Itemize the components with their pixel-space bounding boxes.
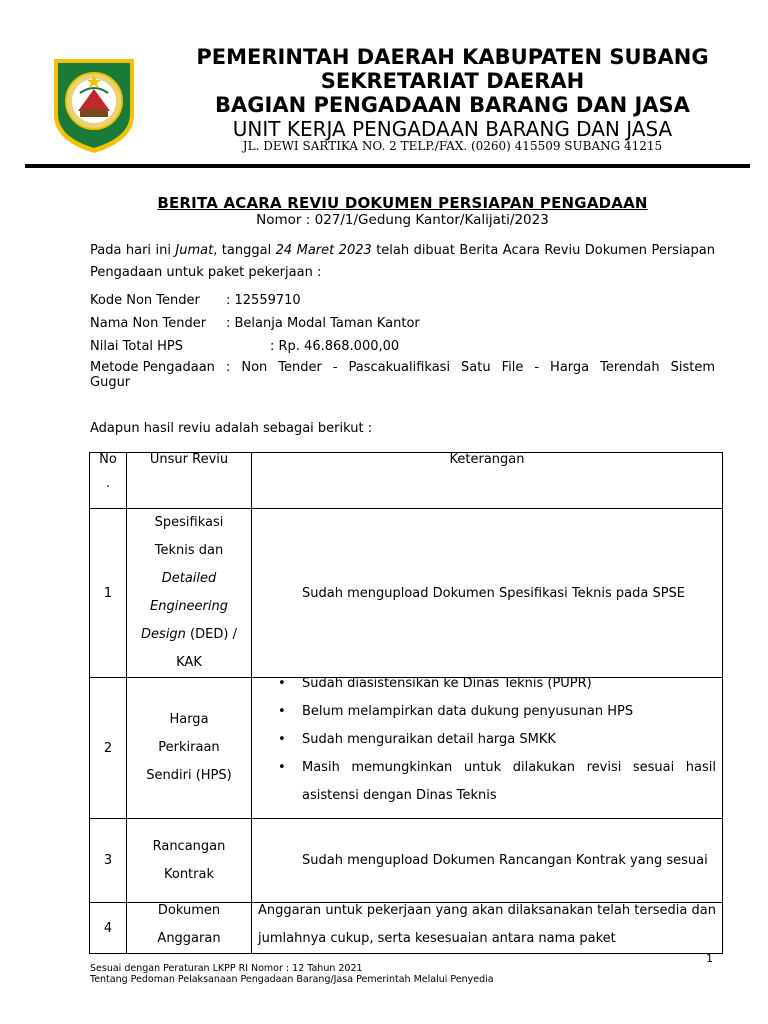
letterhead-line-2: SEKRETARIAT DAERAH xyxy=(320,69,585,93)
header-unsur-text: Unsur Reviu xyxy=(149,452,229,467)
intro-text-3: telah dibuat Berita Acara Reviu Dokumen Persiapan Pengadaan untuk paket pekerjaan : xyxy=(90,243,715,280)
list-item: • Sudah menguraikan detail harga SMKK xyxy=(302,726,716,754)
row-1-unsur-l2: Teknis dan xyxy=(154,543,224,558)
intro-day: Jumat xyxy=(175,243,214,258)
metode-value-line-2: Gugur xyxy=(90,375,131,390)
row-4-keterangan-text: Anggaran untuk pekerjaan yang akan dilaksanakan telah tersedia dan jumlahnya cukup, serta kesesuaian antara nama paket xyxy=(258,903,716,946)
header-keterangan-text: Keterangan xyxy=(449,452,525,467)
row-3-unsur-l1: Rancangan xyxy=(152,838,226,854)
row-3-keterangan: Sudah mengupload Dokumen Rancangan Kontrak yang sesuai xyxy=(252,819,723,903)
row-1-no: 1 xyxy=(90,509,127,678)
row-3-unsur-l2: Kontrak xyxy=(163,866,214,882)
row-3-no: 3 xyxy=(90,819,127,903)
row-4-unsur-l1: Dokumen xyxy=(157,903,221,918)
row-2-unsur xyxy=(127,678,252,819)
row-2-no: 2 xyxy=(90,678,127,819)
row-4-unsur xyxy=(127,903,252,954)
review-table xyxy=(89,452,723,954)
letterhead-line-3: BAGIAN PENGADAAN BARANG DAN JASA xyxy=(215,93,690,117)
letterhead-line-1: PEMERINTAH DAERAH KABUPATEN SUBANG xyxy=(196,45,709,69)
kode-value: : 12559710 xyxy=(226,293,301,308)
table-row xyxy=(90,509,723,678)
intro-date: 24 Maret 2023 xyxy=(275,243,372,258)
document-title: BERITA ACARA REVIU DOKUMEN PERSIAPAN PENGADAAN xyxy=(157,194,648,212)
footer-line-1: Sesuai dengan Peraturan LKPP RI Nomor : 12 Tahun 2021 xyxy=(90,963,363,974)
intro-paragraph xyxy=(90,240,715,284)
row-2-keterangan xyxy=(252,678,723,819)
table-header-row xyxy=(90,453,723,509)
letterhead-address: JL. DEWI SARTIKA NO. 2 TELP./FAX. (0260) 415509 SUBANG 41215 xyxy=(242,139,663,153)
list-item: • Belum melampirkan data dukung penyusunan HPS xyxy=(302,698,716,726)
document-number: Nomor : 027/1/Gedung Kantor/Kalijati/2023 xyxy=(256,212,549,228)
row-4-keterangan xyxy=(252,903,723,954)
row-1-unsur-l5 xyxy=(127,621,251,649)
header-no-dot: . xyxy=(105,476,111,491)
results-intro: Adapun hasil reviu adalah sebagai berikut : xyxy=(90,421,373,436)
row-1-unsur-l6: KAK xyxy=(176,655,202,670)
row-2-bullet-list xyxy=(252,670,722,810)
header-no xyxy=(90,453,127,509)
row-1-unsur-l4: Engineering xyxy=(150,599,228,614)
row-1-unsur-l3: Detailed xyxy=(161,571,217,586)
letterhead-line-4: UNIT KERJA PENGADAAN BARANG DAN JASA xyxy=(232,117,673,141)
row-3-unsur xyxy=(127,819,252,903)
row-1-unsur-l1: Spesifikasi xyxy=(154,515,224,530)
row-1-unsur xyxy=(127,509,252,678)
government-logo xyxy=(50,53,138,155)
header-unsur xyxy=(127,453,252,509)
letterhead-divider xyxy=(25,164,750,168)
nilai-label: Nilai Total HPS xyxy=(90,339,184,354)
row-2-unsur-l2: Perkiraan xyxy=(158,740,220,755)
row-4-unsur-l2: Anggaran xyxy=(157,931,221,946)
table-row xyxy=(90,903,723,954)
kode-label: Kode Non Tender xyxy=(90,293,200,308)
nama-value: : Belanja Modal Taman Kantor xyxy=(226,316,420,331)
row-4-no: 4 xyxy=(90,903,127,954)
row-2-unsur-l1: Harga xyxy=(169,712,209,727)
list-item: • Masih memungkinkan untuk dilakukan revisi sesuai hasil asistensi dengan Dinas Teknis xyxy=(302,754,716,810)
row-2-unsur-l3: Sendiri (HPS) xyxy=(146,768,232,783)
row-1-keterangan: Sudah mengupload Dokumen Spesifikasi Teknis pada SPSE xyxy=(252,509,723,678)
nilai-value: : Rp. 46.868.000,00 xyxy=(270,339,400,354)
intro-text-1: Pada hari ini xyxy=(90,243,176,258)
table-row xyxy=(90,678,723,819)
row-1-unsur-l5b: (DED) / xyxy=(185,627,237,642)
header-no-text: No xyxy=(99,452,117,467)
metode-value-line-1: : Non Tender - Pascakualifikasi Satu File - Harga Terendah Sistem xyxy=(226,360,715,375)
footer-line-2: Tentang Pedoman Pelaksanaan Pengadaan Barang/Jasa Pemerintah Melalui Penyedia xyxy=(90,974,494,985)
list-item: • Sudah diasistensikan ke Dinas Teknis (PUPR) xyxy=(302,670,716,698)
metode-label: Metode Pengadaan xyxy=(90,360,215,375)
intro-text-2: , tanggal xyxy=(213,243,276,258)
nama-label: Nama Non Tender xyxy=(90,316,207,331)
row-1-unsur-l5a: Design xyxy=(141,627,186,642)
header-keterangan xyxy=(252,453,723,509)
table-row xyxy=(90,819,723,903)
page-number: 1 xyxy=(706,952,713,965)
